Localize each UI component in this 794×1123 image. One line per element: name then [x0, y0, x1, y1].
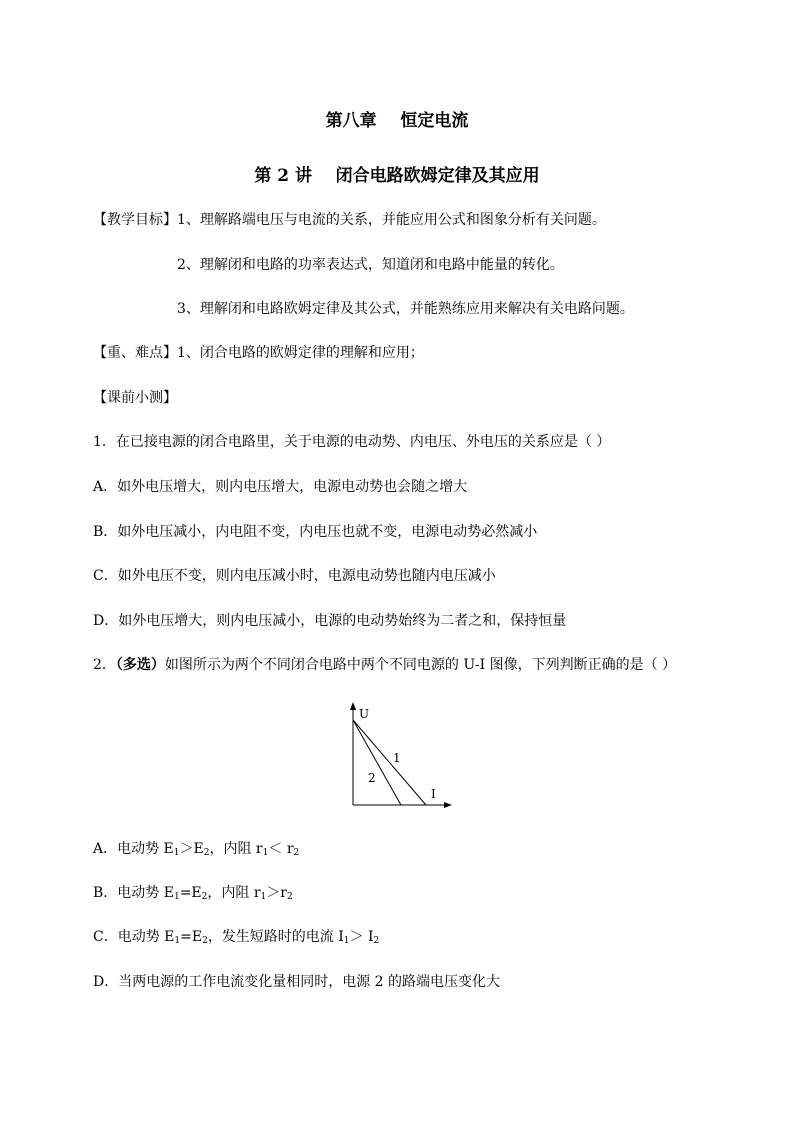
line-2-label: 2 [368, 771, 376, 785]
question-1-option-b: B．如外电压减小，内电阻不变，内电压也就不变，电源电动势必然减小 [93, 524, 538, 540]
key-points-text: 1、闭合电路的欧姆定律的理解和应用； [177, 345, 424, 361]
line-1-label: 1 [393, 751, 401, 765]
question-1-option-a: A．如外电压增大，则内电压增大，电源电动势也会随之增大 [93, 479, 468, 495]
question-2-option-a: A．电动势 $E_1>E_2$，内阻 $r_1< r_2$ [93, 841, 300, 858]
y-axis-arrow [350, 702, 356, 710]
question-2-text: 如图所示为两个不同闭合电路中两个不同电源的 U-I 图像，下列判断正确的是（ ） [164, 657, 677, 673]
x-axis-label: I [431, 787, 436, 801]
objective-3: 3、理解闭和电路欧姆定律及其公式，并能熟练应用来解决有关电路问题。 [177, 301, 634, 317]
x-axis-arrow [444, 802, 452, 808]
question-2-option-b: B．电动势 $E_1=E_2$，内阻 $r_1>r_2$ [93, 885, 293, 902]
question-2-tag: （多选） [115, 657, 165, 673]
key-points [93, 343, 424, 363]
y-axis-label: U [359, 707, 370, 721]
question-1-option-d: D．如外电压增大，则内电压减小，电源的电动势始终为二者之和，保持恒量 [93, 613, 567, 629]
objective-1 [93, 210, 606, 230]
objective-text: 1、理解路端电压与电流的关系，并能应用公式和图象分析有关问题。 [177, 212, 606, 228]
lecture-title: 第 2 讲 闭合电路欧姆定律及其应用 [254, 166, 540, 186]
question-1-stem: 1．在已接电源的闭合电路里，关于电源的电动势、内电压、外电压的关系应是（ ） [93, 434, 611, 450]
key-points-label: 【重、难点】 [93, 345, 177, 361]
line-1 [353, 720, 426, 805]
chapter-title: 第八章 恒定电流 [325, 111, 469, 131]
objective-2: 2、理解闭和电路的功率表达式，知道闭和电路中能量的转化。 [177, 257, 564, 273]
question-2-option-d: D．当两电源的工作电流变化量相同时，电源 2 的路端电压变化大 [93, 974, 501, 990]
pretest-label: 【课前小测】 [93, 390, 177, 406]
question-2-number: 2． [93, 657, 116, 673]
question-2-stem [93, 655, 676, 675]
objectives-label: 【教学目标】 [93, 212, 177, 228]
question-2-option-c: C．电动势 $E_1=E_2$，发生短路时的电流 $I_1> I_2$ [93, 929, 380, 946]
ui-graph-figure [340, 700, 455, 810]
question-1-option-c: C．如外电压不变，则内电压减小时，电源电动势也随内电压减小 [93, 568, 496, 584]
